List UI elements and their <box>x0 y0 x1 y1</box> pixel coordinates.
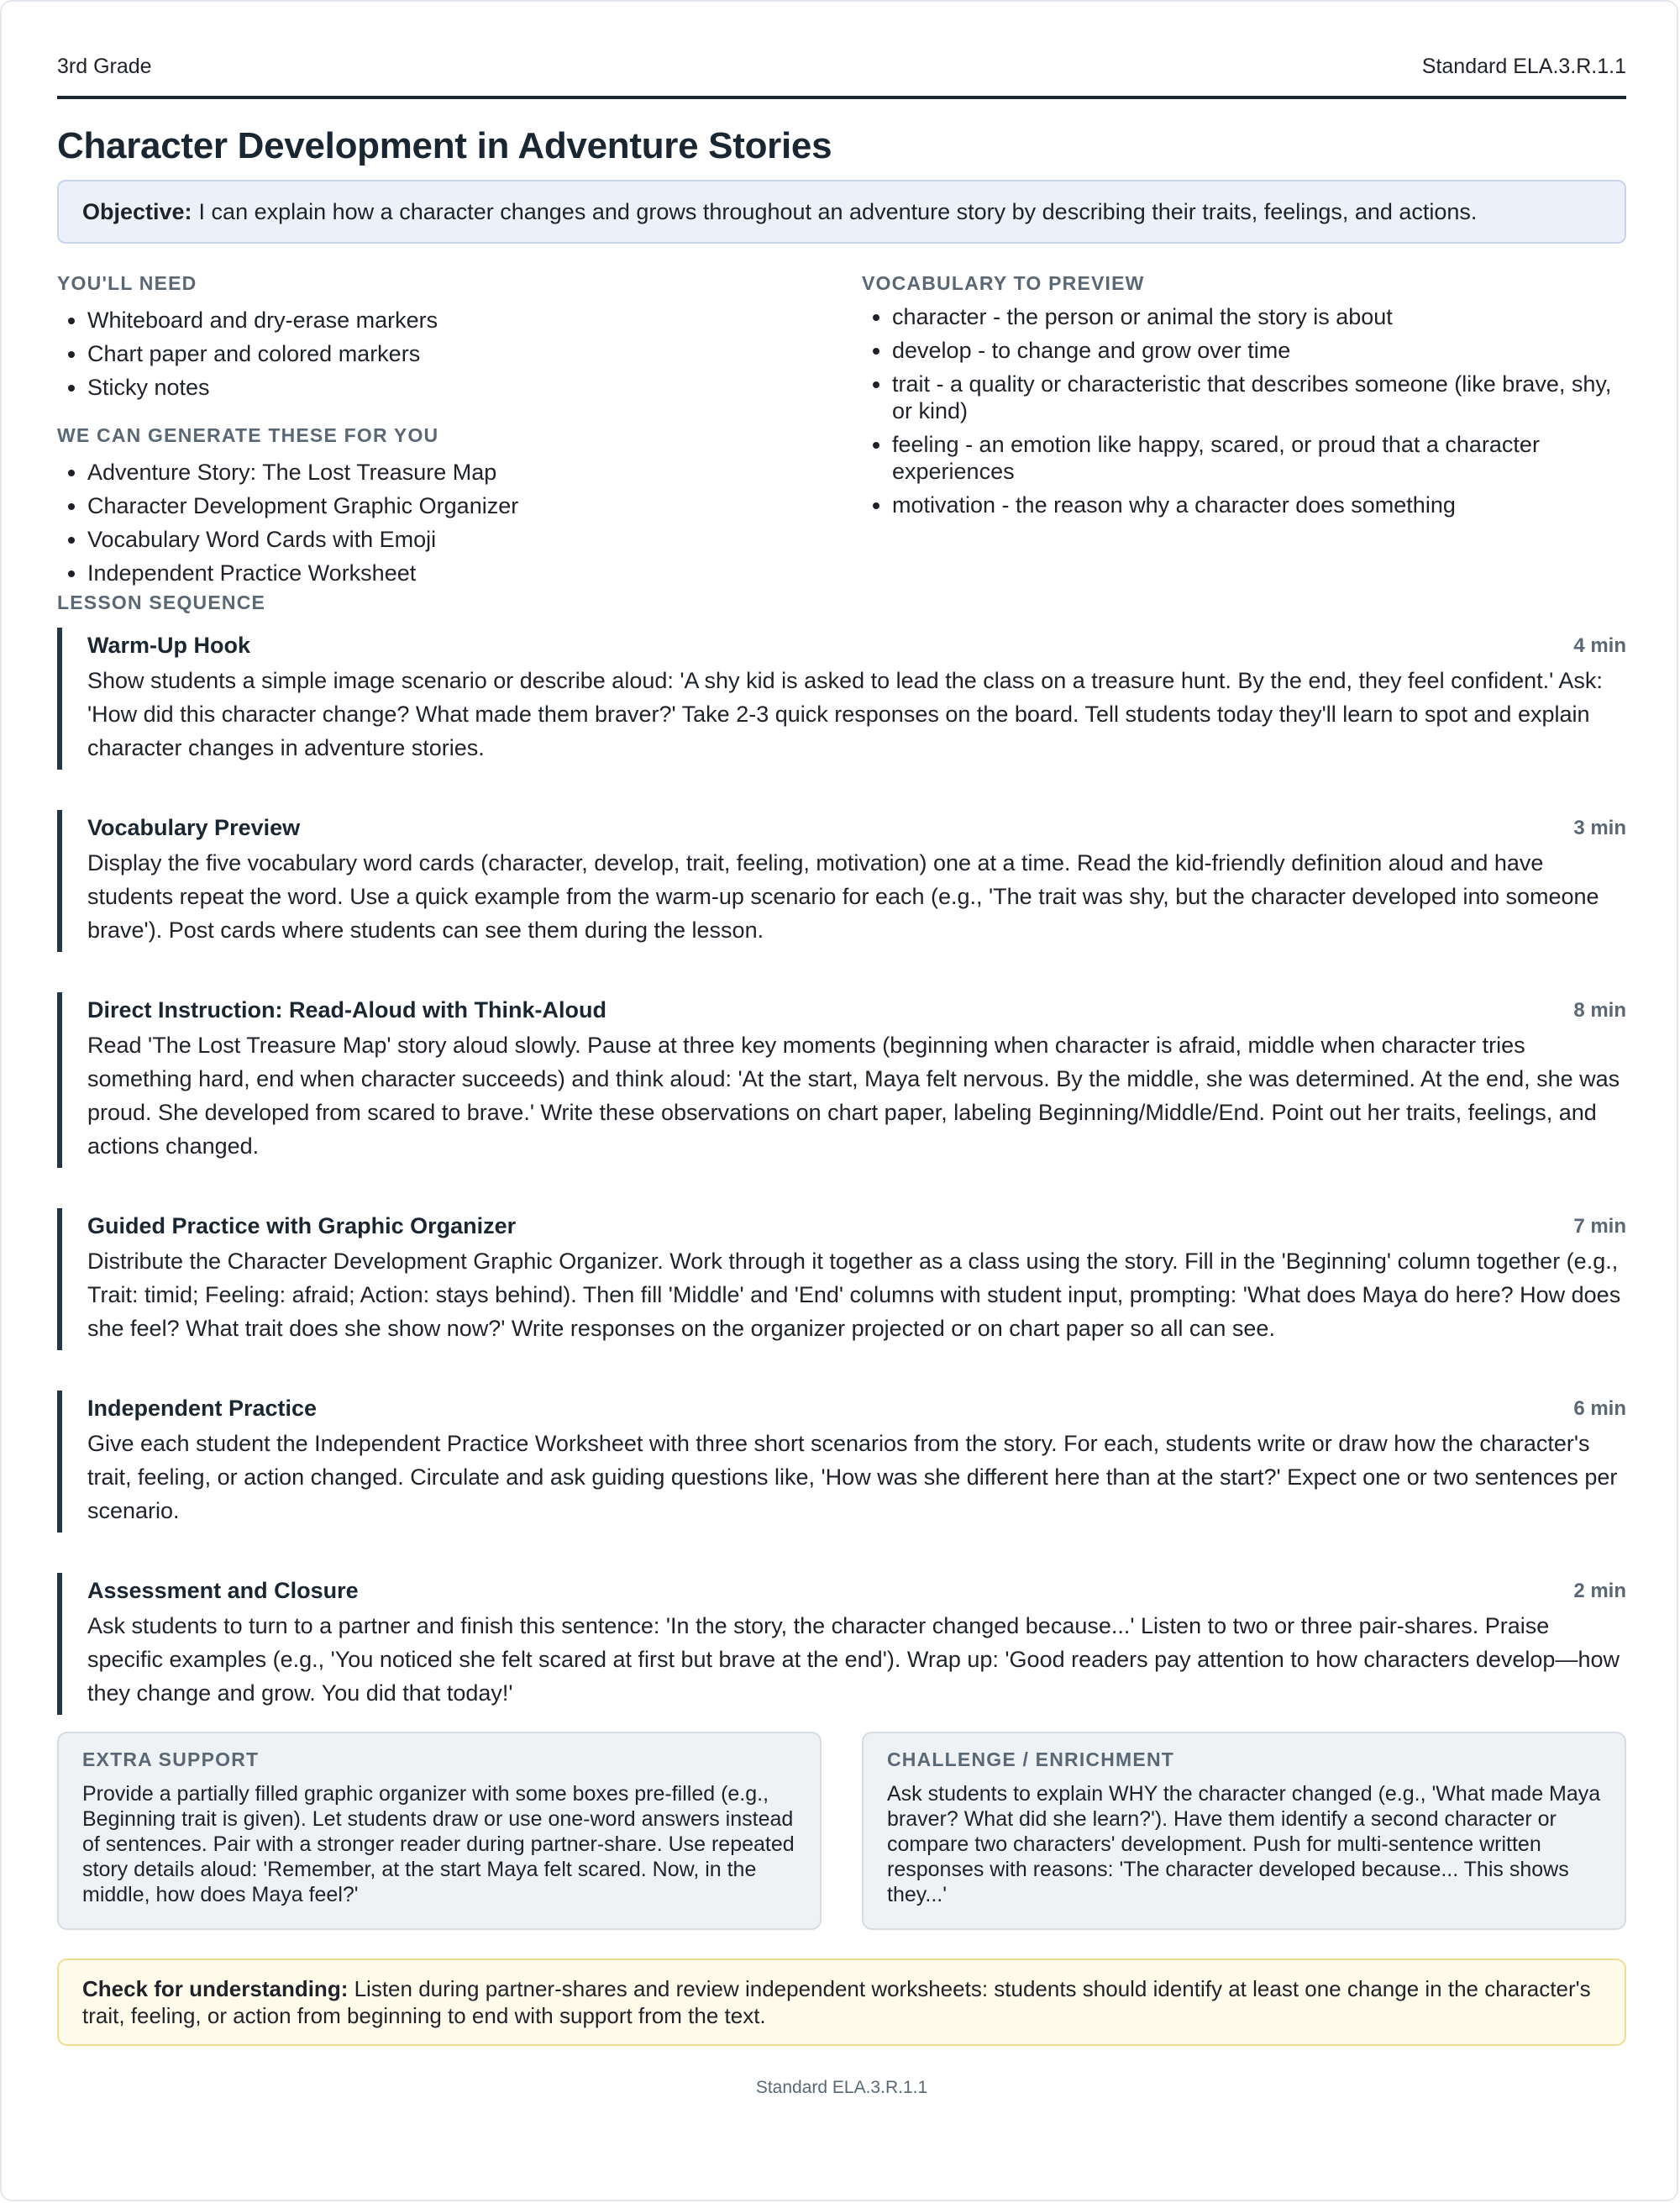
materials-column <box>57 274 813 590</box>
differentiation-section <box>57 1732 1626 1930</box>
extra-support-text: Provide a partially filled graphic organizer with some boxes pre-filled (e.g., Beginning trait is given). Let students draw or use one-word answers instead of sentences. Pair with a stronger reader during partner-share. Use repeated story details aloud: 'Remember, at the start Maya felt scared. Now, in the middle, how does Maya feel?' <box>82 1782 795 1906</box>
step-description: Give each student the Independent Practice Worksheet with three short scenarios from the story. For each, students write or draw how the character's trait, feeling, or action changed. Circulate and ask guiding questions like, 'How was she different here than at the start?' Expect one or two sentences per scenario. <box>87 1431 1618 1523</box>
materials-list <box>57 303 813 404</box>
lesson-step <box>57 992 1626 1168</box>
step-duration: 3 min <box>1573 816 1626 839</box>
step-duration: 2 min <box>1573 1579 1626 1602</box>
step-description: Distribute the Character Development Graphic Organizer. Work through it together as a class using the story. Fill in the 'Beginning' column together (e.g., Trait: timid; Feeling: afraid; Action: stays behind). Then fill 'Middle' and 'End' columns with student input, prompting: 'What does Maya do here? How does she feel? What trait does she show now?' Write responses on the organizer projected or on chart paper so all can see. <box>87 1249 1621 1341</box>
list-item: • Whiteboard and dry-erase markers <box>87 303 813 337</box>
lesson-step <box>57 1208 1626 1350</box>
step-description: Show students a simple image scenario or describe aloud: 'A shy kid is asked to lead the class on a treasure hunt. By the end, they feel confident.' Ask: 'How did this character change? What made them braver?' Take 2-3 quick responses on the board. Tell students today they'll learn to spot and explain character changes in adventure stories. <box>87 668 1603 760</box>
list-item: • Adventure Story: The Lost Treasure Map <box>87 455 813 489</box>
step-title: Vocabulary Preview <box>87 815 301 840</box>
vocabulary-heading: VOCABULARY TO PREVIEW <box>862 272 1145 294</box>
page-title: Character Development in Adventure Stories <box>57 125 832 166</box>
page-header <box>57 50 1626 79</box>
step-title: Guided Practice with Graphic Organizer <box>87 1213 517 1238</box>
objective-label: Objective: <box>82 198 192 224</box>
step-duration: 7 min <box>1573 1214 1626 1238</box>
step-duration: 8 min <box>1573 998 1626 1022</box>
check-text: Listen during partner-shares and review independent worksheets: students should identify at least one change in the character's trait, feeling, or action from beginning to end with support from the text. <box>82 1976 1591 2028</box>
generated-heading: WE CAN GENERATE THESE FOR YOU <box>57 424 439 446</box>
lesson-step <box>57 1573 1626 1715</box>
vocab-item: • develop - to change and grow over time <box>892 337 1626 364</box>
lesson-step <box>57 810 1626 952</box>
check-label: Check for understanding: <box>82 1976 349 2001</box>
challenge-heading: CHALLENGE / ENRICHMENT <box>887 1748 1175 1770</box>
lesson-step <box>57 1391 1626 1533</box>
list-item: • Sticky notes <box>87 371 813 404</box>
step-title: Independent Practice <box>87 1396 318 1421</box>
vocab-item: • trait - a quality or characteristic that describes someone (like brave, shy, or kind) <box>892 371 1626 424</box>
vocab-item: • character - the person or animal the story is about <box>892 303 1626 330</box>
lesson-sequence-heading: LESSON SEQUENCE <box>57 591 266 613</box>
vocabulary-list <box>862 303 1626 518</box>
step-duration: 6 min <box>1573 1396 1626 1420</box>
materials-heading: YOU'LL NEED <box>57 272 197 294</box>
challenge-box <box>862 1732 1626 1930</box>
challenge-text: Ask students to explain WHY the character changed (e.g., 'What made Maya braver? What did she learn?'). Have them identify a second character or compare two characters' development. Push for multi-sentence written responses with reasons: 'The character developed because... This shows they...' <box>887 1782 1601 1906</box>
step-description: Ask students to turn to a partner and finish this sentence: 'In the story, the character changed because...' Listen to two or three pair-shares. Praise specific examples (e.g., 'You noticed she felt scared at first but brave at the end'). Wrap up: 'Good readers pay attention to how characters develop—how they change and grow. You did that today!' <box>87 1613 1620 1706</box>
step-duration: 4 min <box>1573 634 1626 657</box>
step-title: Warm-Up Hook <box>87 633 250 658</box>
standard-label: Standard ELA.3.R.1.1 <box>1421 55 1626 78</box>
step-description: Display the five vocabulary word cards (character, develop, trait, feeling, motivation) one at a time. Read the kid-friendly definition aloud and have students repeat the word. Use a quick example from the warm-up scenario for each (e.g., 'The trait was shy, but the character developed into someone brave'). Post cards where students can see them during the lesson. <box>87 850 1599 943</box>
step-title: Direct Instruction: Read-Aloud with Think-Aloud <box>87 997 606 1023</box>
lesson-step <box>57 628 1626 770</box>
step-title: Assessment and Closure <box>87 1578 359 1603</box>
objective-text: I can explain how a character changes and grows throughout an adventure story by describing their traits, feelings, and actions. <box>198 198 1478 224</box>
vocab-item: • feeling - an emotion like happy, scared, or proud that a character experiences <box>892 431 1626 485</box>
vocab-item: • motivation - the reason why a character does something <box>892 492 1626 518</box>
header-divider <box>57 96 1626 99</box>
generated-list <box>57 455 813 590</box>
grade-label: 3rd Grade <box>57 55 152 78</box>
list-item: • Chart paper and colored markers <box>87 337 813 371</box>
step-description: Read 'The Lost Treasure Map' story aloud slowly. Pause at three key moments (beginning when character is afraid, middle when character tries something hard, end when character succeeds) and think aloud: 'At the start, Maya felt nervous. By the middle, she was determined. At the end, she was proud. She developed from scared to brave.' Write these observations on chart paper, labeling Beginning/Middle/End. Point out her traits, feelings, and actions changed. <box>87 1033 1620 1159</box>
list-item: • Character Development Graphic Organizer <box>87 489 813 523</box>
lesson-steps <box>57 628 1626 1715</box>
objective-box <box>57 180 1626 244</box>
list-item: • Vocabulary Word Cards with Emoji <box>87 523 813 556</box>
materials-vocab-section <box>57 274 1626 593</box>
check-for-understanding-box <box>57 1959 1626 2046</box>
list-item: • Independent Practice Worksheet <box>87 556 813 590</box>
extra-support-box <box>57 1732 822 1930</box>
page-footer: Standard ELA.3.R.1.1 <box>755 2078 928 2097</box>
vocabulary-column <box>862 274 1626 525</box>
extra-support-heading: EXTRA SUPPORT <box>82 1748 260 1770</box>
